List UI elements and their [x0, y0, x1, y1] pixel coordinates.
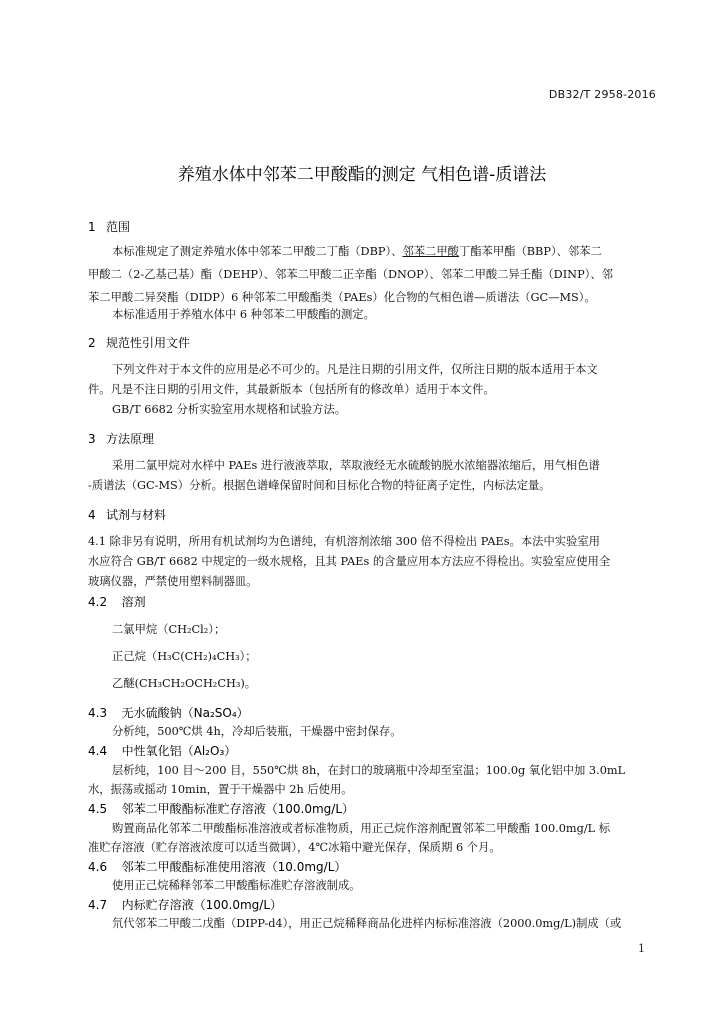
section-number: 3 [88, 432, 96, 446]
paragraph-line: 采用二氯甲烷对水样中 PAEs 进行液液萃取，萃取液经无水硫酸钠脱水浓缩器浓缩后，用气相色谱 [112, 459, 600, 472]
subsection-title: 邻苯二甲酸酯标准贮存溶液（100.0mg/L） [121, 802, 355, 816]
subsection-title: 无水硫酸钠（Na₂SO₄） [121, 706, 249, 720]
standard-code: DB32/T 2958-2016 [548, 88, 656, 101]
paragraph-line: 水，振荡或摇动 10min，置于干燥器中 2h 后使用。 [88, 783, 353, 796]
subsection-title: 中性氧化铝（Al₂O₃） [121, 744, 237, 758]
paragraph-line: 准贮存溶液（贮存溶液浓度可以适当微调），4℃冰箱中避光保存，保质期 6 个月。 [88, 841, 501, 854]
section-number: 4 [88, 508, 96, 522]
paragraph-line: 4.1 除非另有说明，所用有机试剂均为色谱纯，有机溶剂浓缩 300 倍不得检出 PAEs。本法中实验室用 [88, 535, 600, 548]
text-run: 丁酯苯甲酯（BBP）、邻苯二 [458, 245, 602, 258]
subsection-number: 4.7 [88, 898, 108, 912]
section-title: 范围 [106, 220, 131, 234]
paragraph-line: 氘代邻苯二甲酸二戊酯（DIPP-d4），用正己烷稀释商品化进样内标标准溶液（2000.0mg/L)制成（或 [112, 917, 622, 930]
subsection-title: 内标贮存溶液（100.0mg/L） [121, 898, 283, 912]
section-number: 2 [88, 336, 96, 350]
subsection-4-2-heading [88, 593, 146, 610]
subsection-number: 4.4 [88, 744, 108, 758]
subsection-title: 邻苯二甲酸酯标准使用溶液（10.0mg/L） [121, 860, 347, 874]
underlined-text: 邻苯二甲酸 [402, 245, 459, 258]
section-4-heading [88, 506, 166, 523]
subsection-number: 4.2 [88, 595, 108, 609]
paragraph-line: 下列文件对于本文件的应用是必不可少的。凡是注日期的引用文件，仅所注日期的版本适用于本文 [112, 363, 598, 376]
subsection-title: 溶剂 [121, 595, 146, 609]
subsection-4-5-heading [88, 800, 354, 817]
paragraph-line: 水应符合 GB/T 6682 中规定的一级水规格，且其 PAEs 的含量应用本方法应不得检出。实验室应使用全 [88, 555, 611, 568]
reagent-item: 乙醚(CH₃CH₂OCH₂CH₃)。 [112, 677, 257, 690]
subsection-number: 4.6 [88, 860, 108, 874]
reagent-item: 正己烷（H₃C(CH₂)₄CH₃）； [112, 650, 257, 663]
paragraph-line: 购置商品化邻苯二甲酸酯标准溶液或者标准物质，用正己烷作溶剂配置邻苯二甲酸酯 100.0mg/L 标 [112, 822, 611, 835]
section-2-heading [88, 334, 190, 351]
paragraph-line: 使用正己烷稀释邻苯二甲酸酯标准贮存溶液制成。 [112, 879, 361, 892]
section-title: 规范性引用文件 [106, 336, 191, 350]
paragraph-line: 甲酸二（2-乙基己基）酯（DEHP）、邻苯二甲酸二正辛酯（DNOP）、邻苯二甲酸二异壬酯（DINP）、邻 [88, 268, 613, 281]
paragraph-line: 分析纯，500℃烘 4h，冷却后装瓶，干燥器中密封保存。 [112, 725, 402, 738]
page-number: 1 [638, 942, 645, 955]
section-title: 方法原理 [106, 432, 155, 446]
subsection-4-6-heading [88, 858, 346, 875]
section-number: 1 [88, 220, 96, 234]
section-title: 试剂与材料 [106, 508, 167, 522]
reagent-item: 二氯甲烷（CH₂Cl₂）； [112, 623, 226, 636]
paragraph-line: 本标准适用于养殖水体中 6 种邻苯二甲酸酯的测定。 [112, 308, 375, 321]
subsection-4-7-heading [88, 896, 282, 913]
section-3-heading [88, 430, 154, 447]
subsection-4-3-heading [88, 704, 249, 721]
paragraph-line: 玻璃仪器，严禁使用塑料制器皿。 [88, 575, 258, 588]
subsection-4-4-heading [88, 742, 236, 759]
paragraph-line: 件。凡是不注日期的引用文件，其最新版本（包括所有的修改单）适用于本文件。 [88, 383, 495, 396]
subsection-number: 4.5 [88, 802, 108, 816]
text-run: 本标准规定了测定养殖水体中邻苯二甲酸二丁酯（DBP）、 [112, 245, 403, 258]
paragraph-line: 苯二甲酸二异癸酯（DIDP）6 种邻苯二甲酸酯类（PAEs）化合物的气相色谱—质谱法（GC—MS）。 [88, 291, 596, 304]
section-1-heading [88, 218, 130, 235]
paragraph-line: -质谱法（GC-MS）分析。根据色谱峰保留时间和目标化合物的特征离子定性，内标法定量。 [88, 479, 551, 492]
document-title: 养殖水体中邻苯二甲酸酯的测定 气相色谱-质谱法 [177, 165, 547, 185]
reference-line: GB/T 6682 分析实验室用水规格和试验方法。 [112, 403, 347, 416]
subsection-number: 4.3 [88, 706, 108, 720]
paragraph-line [112, 243, 602, 259]
paragraph-line: 层析纯，100 目～200 目，550℃烘 8h，在封口的玻璃瓶中冷却至室温；100.0g 氧化铝中加 3.0mL [112, 764, 626, 777]
